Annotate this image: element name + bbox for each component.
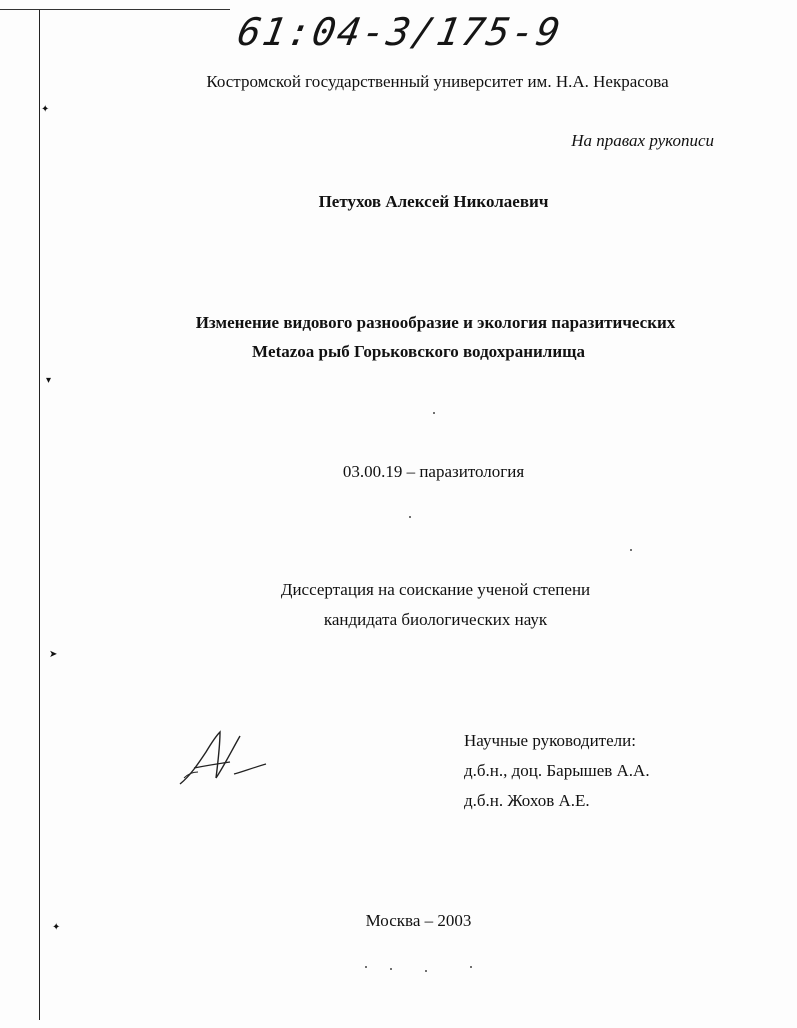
manuscript-rights: На правах рукописи [571,131,714,150]
specialty-code: 03.00.19 – паразитология [342,462,525,481]
supervisor-item: д.б.н., доц. Барышев А.А. [464,761,650,780]
scan-mark-icon: ✦ [41,104,50,115]
archive-code: 61:04-3/175-9 [234,10,566,54]
supervisor-item: д.б.н. Жохов А.Е. [464,791,590,810]
scan-speck [390,968,392,970]
university-name: Костромской государственный университет им. Н.А. Некрасова [206,72,669,91]
dissertation-title-line1: Изменение видового разнообразие и экология паразитических [195,313,676,332]
scan-mark-icon: ✦ [52,922,61,933]
city-year: Москва – 2003 [365,911,472,930]
scan-left-edge [39,10,40,1020]
scan-speck [409,516,411,518]
signature-icon [176,728,272,788]
degree-line2: кандидата биологических наук [323,610,548,629]
scan-speck [433,412,435,414]
supervisors-heading: Научные руководители: [464,731,636,750]
scan-speck [365,966,367,968]
scan-speck [470,966,472,968]
scan-speck [425,970,427,972]
scan-mark-icon: ➤ [49,649,58,660]
scan-speck [630,549,632,551]
degree-line1: Диссертация на соискание ученой степени [280,580,591,599]
scan-mark-icon: ▾ [46,375,52,386]
scan-top-edge [0,9,230,10]
author-name: Петухов Алексей Николаевич [318,192,549,211]
dissertation-title-line2: Metazoa рыб Горьковского водохранилища [252,342,585,361]
